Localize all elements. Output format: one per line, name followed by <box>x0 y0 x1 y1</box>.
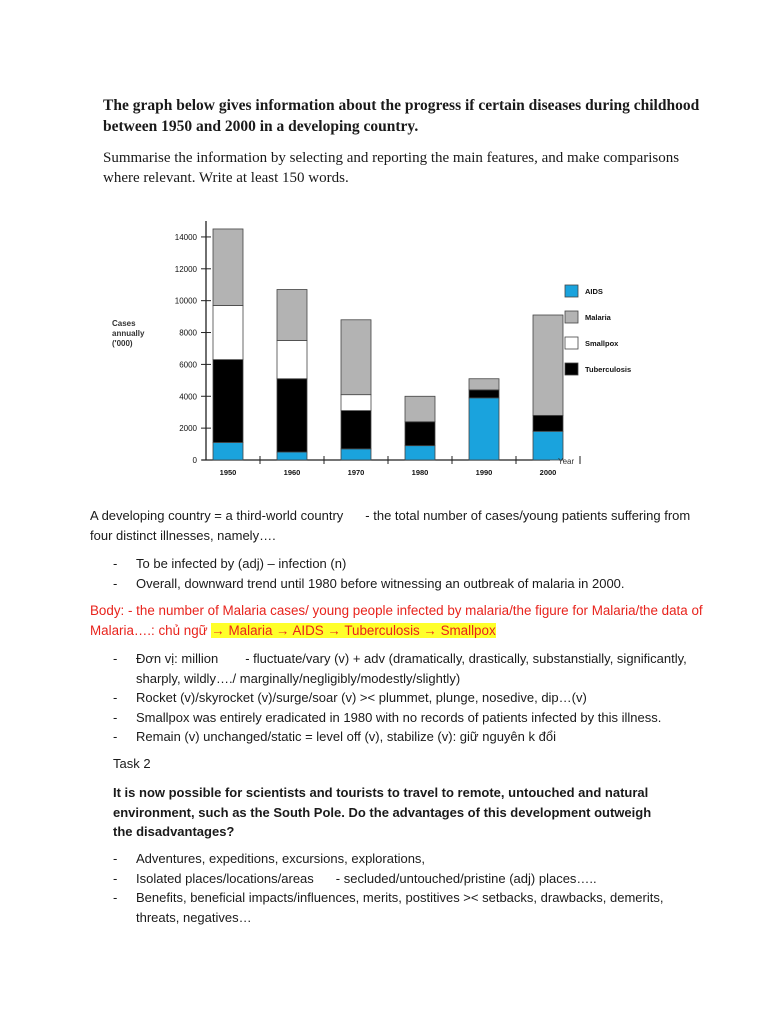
y-tick-label: 8000 <box>179 328 197 338</box>
list-item: - Rocket (v)/skyrocket (v)/surge/soar (v) >< plummet, plunge, nosedive, dip…(v) <box>90 688 710 708</box>
bar-segment-tuberculosis <box>405 422 435 446</box>
bar-segment-aids <box>533 431 563 460</box>
list-item <box>90 869 710 889</box>
x-tick-label: 1980 <box>411 468 429 477</box>
body-label: Body: <box>90 603 125 618</box>
x-tick-label: 1970 <box>347 468 365 477</box>
bar-segment-malaria <box>341 320 371 395</box>
legend-swatch-aids <box>565 285 578 297</box>
bar-segment-smallpox <box>341 395 371 411</box>
intro-definition: A developing country = a third-world country <box>90 508 344 523</box>
bar-segment-tuberculosis <box>469 390 499 398</box>
legend-swatch-malaria <box>565 311 578 323</box>
list-item: - To be infected by (adj) – infection (n) <box>90 554 710 574</box>
bar-segment-malaria <box>213 229 243 305</box>
y-tick-label: 4000 <box>179 392 197 402</box>
task-title: The graph below gives information about the progress if certain diseases during childhood between 1950 and 2000 in a developing country. <box>103 97 700 135</box>
bar-segment-smallpox <box>213 305 243 359</box>
x-tick-label: 2000 <box>539 468 557 477</box>
bar-segment-malaria <box>469 379 499 390</box>
bar-segment-tuberculosis <box>341 411 371 449</box>
list-item: - Remain (v) unchanged/static = level off (v), stabilize (v): giữ nguyên k đổi <box>90 727 710 747</box>
notes-list-1 <box>90 554 710 593</box>
bar-segment-malaria <box>533 315 563 415</box>
y-tick-label: 12000 <box>174 264 197 274</box>
bar-segment-aids <box>469 398 499 460</box>
x-tick-label: 1990 <box>475 468 493 477</box>
fluctuate-note: - fluctuate/vary (v) + adv (dramatically, drastically, substanstially, significantly, sharply, wildly…./ marginally/negligibly/modestly/slightly) <box>136 651 687 686</box>
notes-list-2 <box>90 649 710 747</box>
unit-note: Đơn vị: million <box>136 651 219 666</box>
task2-question: It is now possible for scientists and tourists to travel to remote, untouched and natural environment, such as the South Pole. Do the advantages of this development outweigh the disadvantages? <box>113 785 652 839</box>
x-tick-label: 1950 <box>219 468 237 477</box>
bar-segment-aids <box>213 442 243 460</box>
legend-label: Smallpox <box>585 339 619 348</box>
task-instructions: Summarise the information by selecting and reporting the main features, and make comparisons where relevant. Write at least 150 words. <box>103 150 680 186</box>
bar-segment-aids <box>277 452 307 460</box>
stacked-bar-chart <box>110 215 650 485</box>
legend-label: Malaria <box>585 313 611 322</box>
bar-segment-tuberculosis <box>213 360 243 443</box>
secluded-note: - secluded/untouched/pristine (adj) places….. <box>335 870 597 886</box>
list-item <box>90 649 710 688</box>
list-item: - Smallpox was entirely eradicated in 1980 with no records of patients infected by this illness. <box>90 708 710 728</box>
bar-segment-aids <box>405 446 435 460</box>
y-tick-label: 14000 <box>174 232 197 242</box>
x-tick-label: 1960 <box>283 468 301 477</box>
notes-list-3 <box>90 849 710 927</box>
y-tick-label: 6000 <box>179 360 197 370</box>
legend-label: AIDS <box>585 287 603 296</box>
bar-segment-smallpox <box>277 341 307 379</box>
x-axis-label: Year <box>558 457 575 466</box>
intro-summary: - the total number of cases/young patients suffering from four distinct illnesses, namely…. <box>90 508 691 543</box>
notes-body <box>90 601 710 640</box>
bar-segment-tuberculosis <box>277 379 307 452</box>
y-tick-label: 0 <box>192 456 197 465</box>
legend-swatch-tuberculosis <box>565 363 578 375</box>
bar-segment-malaria <box>277 290 307 341</box>
y-tick-label: 2000 <box>179 424 197 434</box>
legend-swatch-smallpox <box>565 337 578 349</box>
list-item: - Benefits, beneficial impacts/influences, merits, postitives >< setbacks, drawbacks, demerits, threats, negatives… <box>90 888 710 927</box>
bar-segment-malaria <box>405 396 435 421</box>
bar-segment-aids <box>341 449 371 460</box>
body-order-highlight: → Malaria → AIDS → Tuberculosis → Smallpox <box>211 622 496 638</box>
task2-label: Task 2 <box>113 756 151 771</box>
places-note: Isolated places/locations/areas <box>136 870 314 886</box>
body-subject-note: - the number of Malaria cases/ young people infected by malaria/the figure for Malaria/the data of Malaria….: chủ ngữ <box>90 603 703 638</box>
bar-segment-tuberculosis <box>533 415 563 431</box>
y-tick-label: 10000 <box>174 296 197 306</box>
notes-intro <box>90 506 710 545</box>
list-item: - Adventures, expeditions, excursions, explorations, <box>90 849 710 869</box>
legend-label: Tuberculosis <box>585 365 632 374</box>
list-item: - Overall, downward trend until 1980 before witnessing an outbreak of malaria in 2000. <box>90 574 710 594</box>
y-axis-label: Cases annually ('000) <box>112 319 145 348</box>
